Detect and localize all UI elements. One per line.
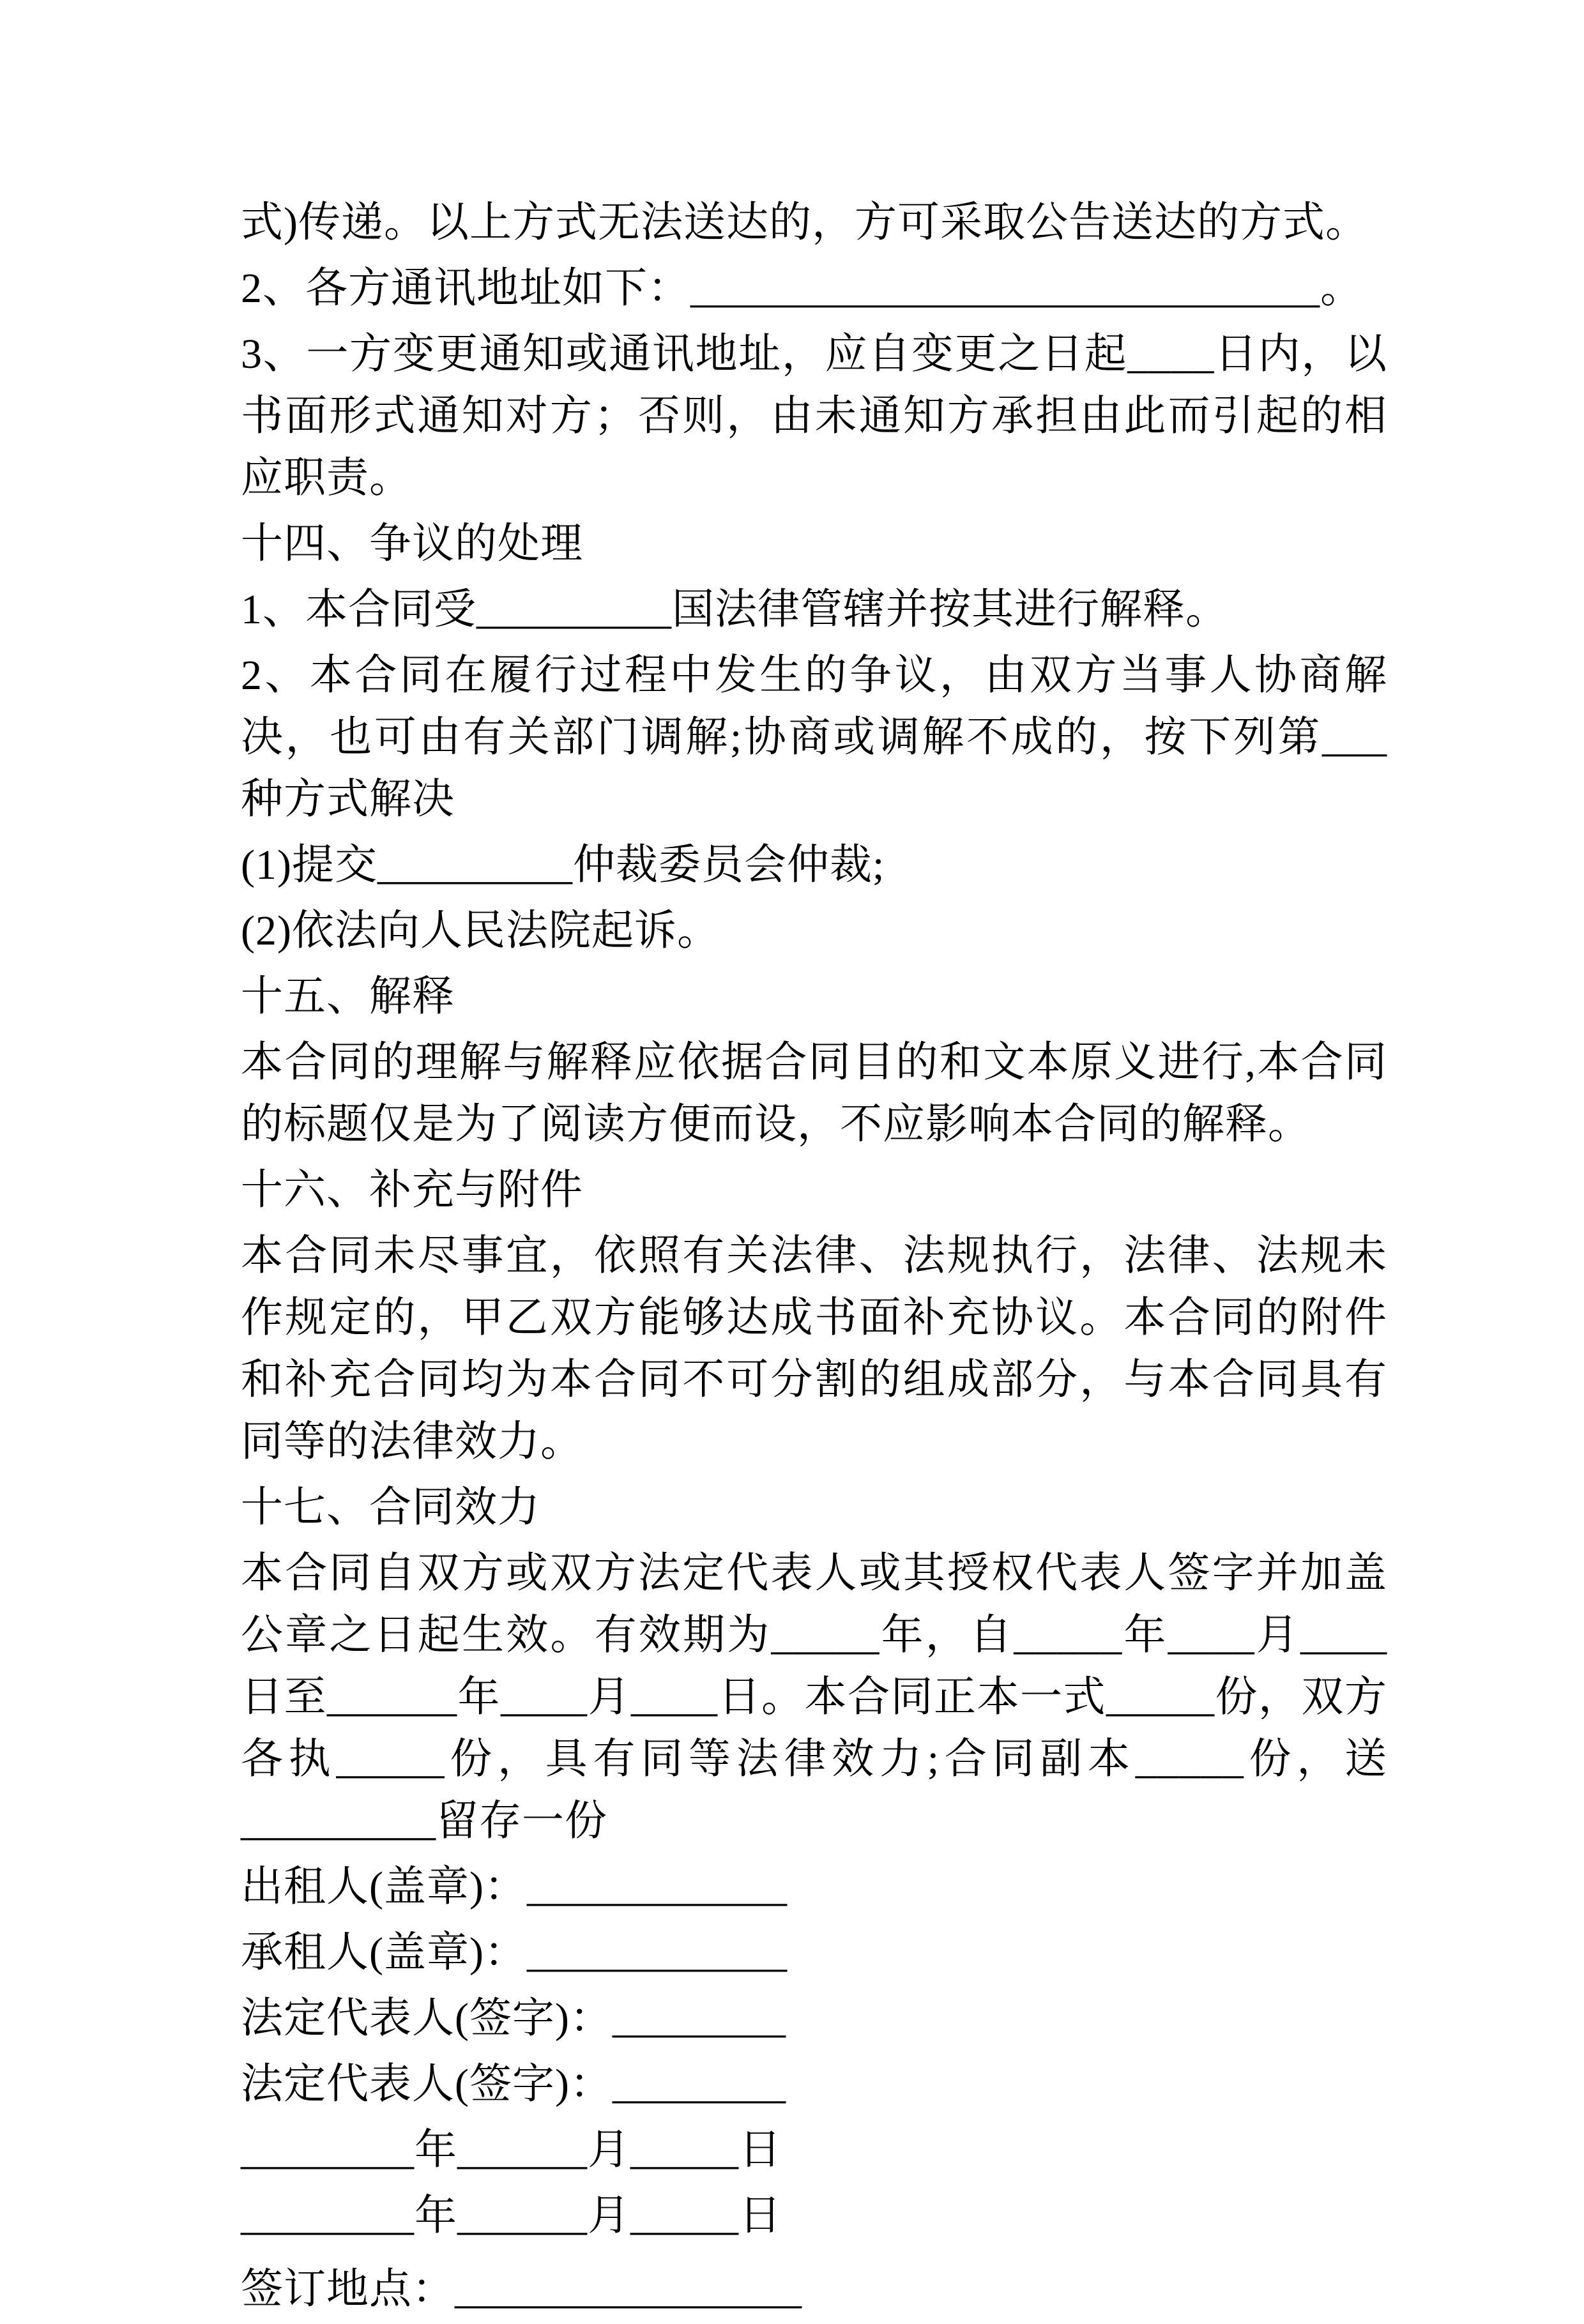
signature-legal-rep-2: 法定代表人(签字)：________ <box>241 2061 786 2108</box>
clause-supplements: 本合同未尽事宜，依照有关法律、法规执行，法律、法规未作规定的，甲乙双方能够达成书面补充协议。本合同的附件和补充合同均为本合同不可分割的组成部分，与本合同具有同等的法律效力。 <box>241 1233 1387 1465</box>
clause-address-change: 3、一方变更通知或通讯地址，应自变更之日起____日内，以书面形式通知对方；否则，由未通知方承担由此而引起的相应职责。 <box>241 331 1387 501</box>
clause-arbitration-option: (1)提交_________仲裁委员会仲裁; <box>241 842 885 888</box>
clause-governing-law: 1、本合同受_________国法律管辖并按其进行解释。 <box>241 586 1228 633</box>
signature-lessee-seal: 承租人(盖章)：____________ <box>241 1929 788 1976</box>
clause-contact-addresses: 2、各方通讯地址如下：_____________________________。 <box>241 265 1363 312</box>
clause-litigation-option: (2)依法向人民法院起诉。 <box>241 908 720 954</box>
date-line-1: ________年______月_____日 <box>241 2127 782 2173</box>
clause-dispute-resolution: 2、本合同在履行过程中发生的争议，由双方当事人协商解决，也可由有关部门调解;协商或调解不成的，按下列第___种方式解决 <box>241 652 1387 823</box>
section-heading-14-disputes: 十四、争议的处理 <box>241 520 583 567</box>
signature-legal-rep-1: 法定代表人(签字)：________ <box>241 1995 786 2042</box>
date-line-2: ________年______月_____日 <box>241 2192 782 2239</box>
section-heading-16-supplements: 十六、补充与附件 <box>241 1167 583 1213</box>
clause-interpretation: 本合同的理解与解释应依据合同目的和文本原义进行,本合同的标题仅是为了阅读方便而设，不应影响本合同的解释。 <box>241 1039 1387 1148</box>
clause-delivery-continuation: 式)传递。以上方式无法送达的，方可采取公告送达的方式。 <box>241 199 1368 246</box>
contract-body <box>241 192 1387 2324</box>
signing-location-line: 签订地点：________________ <box>241 2266 802 2313</box>
signature-lessor-seal: 出租人(盖章)：____________ <box>241 1864 788 1910</box>
section-heading-17-effectiveness: 十七、合同效力 <box>241 1484 540 1531</box>
section-heading-15-interpretation: 十五、解释 <box>241 973 455 1020</box>
clause-effectiveness: 本合同自双方或双方法定代表人或其授权代表人签字并加盖公章之日起生效。有效期为_____年，自_____年____月____日至______年____月____日。本合同正本一式_____份，双方各执_____份，具有同等法律效力;合同副本_____份，送_________留存一份 <box>241 1550 1387 1844</box>
